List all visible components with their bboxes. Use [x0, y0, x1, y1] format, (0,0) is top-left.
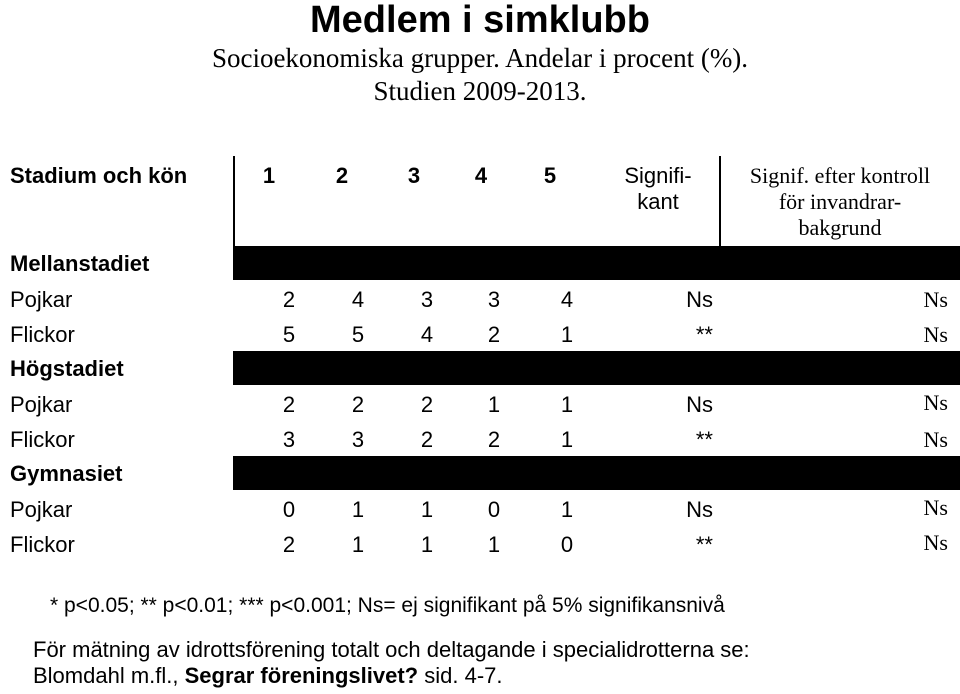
- subtitle-line-1: Socioekonomiska grupper. Andelar i procent (%).: [211, 43, 749, 73]
- table-cell: 1: [560, 322, 574, 347]
- section-label-hogstadiet: Högstadiet: [10, 356, 124, 381]
- table-cell: 1: [487, 532, 501, 557]
- table-cell: 3: [487, 287, 501, 312]
- row-label: Pojkar: [10, 497, 73, 522]
- reference-pages: sid. 4-7.: [418, 663, 503, 688]
- table-cell: 1: [351, 532, 365, 557]
- header-group-3: 3: [407, 163, 421, 188]
- header-group-1: 1: [262, 163, 276, 188]
- table-cell: 2: [487, 322, 501, 347]
- table-cell: 3: [282, 427, 296, 452]
- table-cell: 4: [420, 322, 434, 347]
- table-cell: 2: [420, 392, 434, 417]
- controlled-significance-cell: Ns: [923, 530, 948, 555]
- table-cell: 2: [282, 392, 296, 417]
- significance-cell: **: [695, 427, 713, 452]
- section-bar: [233, 456, 960, 490]
- header-controlled-line-2: för invandrar-: [778, 189, 902, 214]
- table-cell: 1: [420, 497, 434, 522]
- header-group-5: 5: [543, 163, 557, 188]
- table-cell: 5: [282, 322, 296, 347]
- subtitle-line-2: Studien 2009-2013.: [373, 76, 587, 106]
- reference-line-2: [33, 662, 503, 690]
- section-label-gymnasiet: Gymnasiet: [10, 461, 123, 486]
- section-label-mellanstadiet: Mellanstadiet: [10, 251, 150, 276]
- controlled-significance-cell: Ns: [923, 495, 948, 520]
- table-cell: 1: [420, 532, 434, 557]
- header-stage-gender: Stadium och kön: [10, 163, 188, 188]
- table-cell: 3: [420, 287, 434, 312]
- significance-cell: Ns: [686, 287, 713, 312]
- table-cell: 1: [487, 392, 501, 417]
- column-divider: [719, 156, 721, 246]
- header-controlled-line-3: bakgrund: [798, 215, 882, 240]
- table-cell: 1: [560, 497, 574, 522]
- section-bar: [233, 351, 960, 385]
- table-cell: 2: [487, 427, 501, 452]
- page-title: Medlem i simklubb: [310, 0, 650, 41]
- table-cell: 0: [282, 497, 296, 522]
- controlled-significance-cell: Ns: [923, 322, 948, 347]
- significance-cell: Ns: [686, 392, 713, 417]
- row-label: Pojkar: [10, 392, 73, 417]
- table-cell: 2: [351, 392, 365, 417]
- table-cell: 4: [351, 287, 365, 312]
- header-significance-line-1: Signifi-: [624, 163, 692, 188]
- controlled-significance-cell: Ns: [923, 427, 948, 452]
- table-cell: 1: [560, 392, 574, 417]
- reference-authors: Blomdahl m.fl.,: [33, 663, 185, 688]
- header-group-4: 4: [474, 163, 488, 188]
- table-cell: 1: [560, 427, 574, 452]
- header-controlled-line-1: Signif. efter kontroll: [749, 163, 931, 188]
- header-group-2: 2: [335, 163, 349, 188]
- significance-cell: **: [695, 322, 713, 347]
- row-label: Flickor: [10, 322, 75, 347]
- table-cell: 4: [560, 287, 574, 312]
- reference-title: Segrar föreningslivet?: [184, 663, 419, 688]
- table-cell: 2: [282, 287, 296, 312]
- table-cell: 5: [351, 322, 365, 347]
- significance-footnote: * p<0.05; ** p<0.01; *** p<0.001; Ns= ej signifikant på 5% signifikansnivå: [50, 594, 725, 617]
- table-cell: 2: [420, 427, 434, 452]
- controlled-significance-cell: Ns: [923, 287, 948, 312]
- row-label: Flickor: [10, 532, 75, 557]
- significance-cell: **: [695, 532, 713, 557]
- significance-cell: Ns: [686, 497, 713, 522]
- table-cell: 0: [560, 532, 574, 557]
- header-significance-line-2: kant: [637, 189, 679, 214]
- controlled-significance-cell: Ns: [923, 390, 948, 415]
- column-divider: [233, 156, 235, 246]
- row-label: Pojkar: [10, 287, 73, 312]
- reference-line-1: För mätning av idrottsförening totalt och deltagande i specialidrotterna se:: [33, 637, 750, 662]
- table-cell: 2: [282, 532, 296, 557]
- row-label: Flickor: [10, 427, 75, 452]
- section-bar: [233, 246, 960, 280]
- table-cell: 0: [487, 497, 501, 522]
- table-cell: 3: [351, 427, 365, 452]
- table-cell: 1: [351, 497, 365, 522]
